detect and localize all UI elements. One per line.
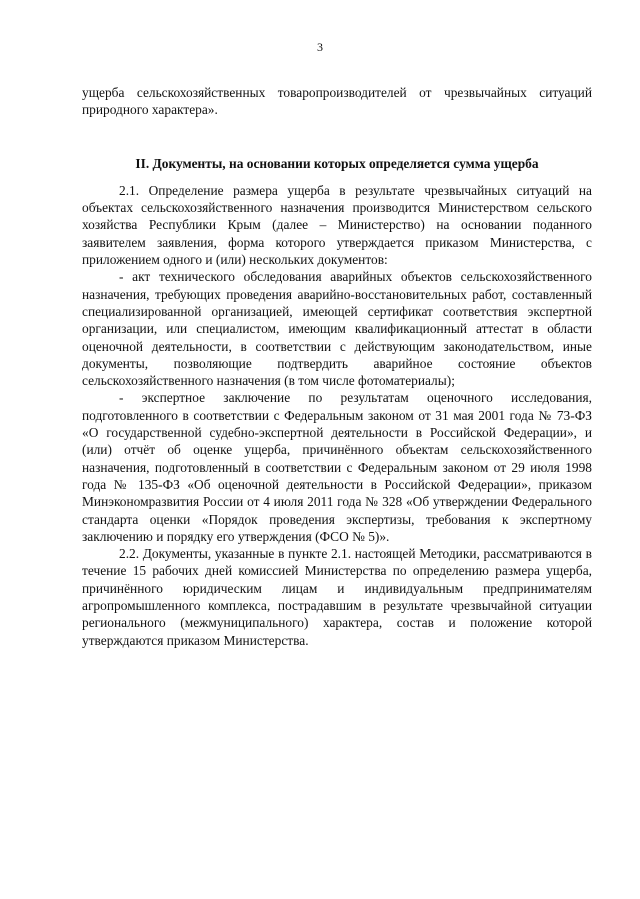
list-item-expert-conclusion: - экспертное заключение по результатам оценочного исследования, подготовленного в соответствии с Федеральным законом от 31 мая 2001 года № 73-ФЗ «О государственной судебно-экспертной деятельности в Российской Федерации», и (или) отчёт об оценке ущерба, причинённого объектам сельскохозяйственного назначения, подготовленный в соответствии с Федеральным законом от 29 июля 1998 года № 135-ФЗ «Об оценочной деятельности в Российской Федерации», приказом Минэкономразвития России от 4 июля 2011 года № 328 «Об утверждении Федерального стандарта оценки «Порядок проведения экспертизы, требования к экспертному заключению и порядку его утверждения (ФСО № 5)». xyxy=(82,390,592,544)
list-item-act: - акт технического обследования аварийных объектов сельскохозяйственного назначения, требующих проведения аварийно-восстановительных работ, составленный специализированной организацией, имеющей сертификат соответствия экспертной организации, или специалистом, имеющим квалификационный аттестат в области оценочной деятельности, в соответствии с действующим законодательством, иные документы, позволяющие подтвердить аварийное состояние объектов сельскохозяйственного назначения (в том числе фотоматериалы); xyxy=(82,269,592,389)
continuation-paragraph: ущерба сельскохозяйственных товаропроизводителей от чрезвычайных ситуаций природного характера». xyxy=(82,85,592,118)
spacer xyxy=(82,172,592,182)
section-heading: II. Документы, на основании которых определяется сумма ущерба xyxy=(135,155,539,171)
page-number: 3 xyxy=(317,40,323,54)
paragraph-2-2: 2.2. Документы, указанные в пункте 2.1. настоящей Методики, рассматриваются в течение 15 рабочих дней комиссией Министерства по определению размера ущерба, причинённого юридическим лицам и индивидуальным предпринимателям агропромышленного комплекса, пострадавшим в результате чрезвычайной ситуации регионального (межмуниципального) характера, состав и положение которой утверждаются приказом Министерства. xyxy=(82,546,592,648)
paragraph-2-1: 2.1. Определение размера ущерба в результате чрезвычайных ситуаций на объектах сельскохозяйственного назначения производится Министерством сельского хозяйства Республики Крым (далее – Министерство) на основании поданного заявителем заявления, форма которого утверждается приказом Министерства, с приложением одного и (или) нескольких документов: xyxy=(82,182,592,268)
document-body xyxy=(82,84,592,649)
spacer xyxy=(82,119,592,155)
